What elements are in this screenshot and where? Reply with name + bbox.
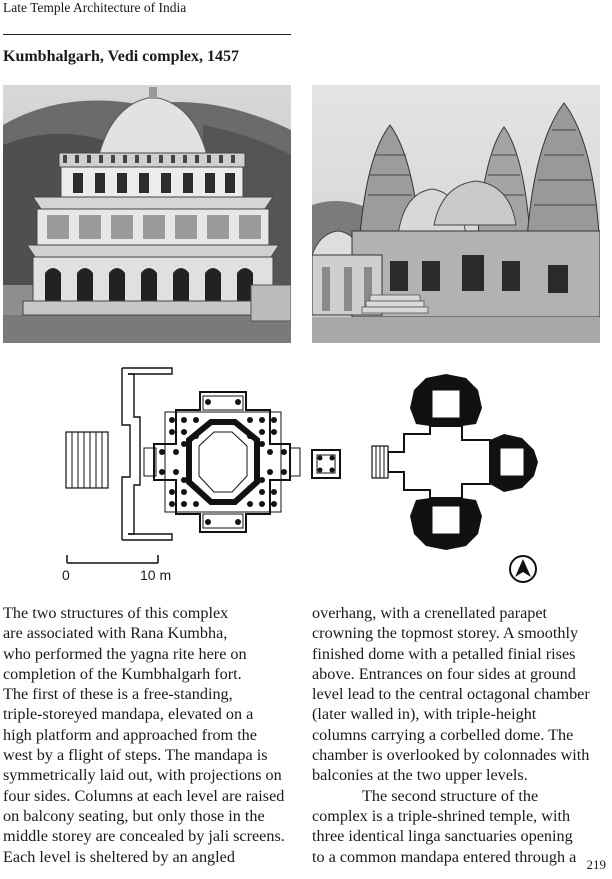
text-line: The two structures of this complex: [3, 604, 229, 622]
text-line: triple-storeyed mandapa, elevated on a: [3, 705, 254, 724]
text-line: middle storey are concealed by jali screens.: [3, 827, 285, 846]
text-line: complex is a triple-shrined temple, with: [312, 806, 571, 825]
text-line: The second structure of the: [362, 786, 539, 805]
running-head: Late Temple Architecture of India: [3, 0, 187, 15]
text-line: symmetrically laid out, with projections on: [3, 766, 282, 785]
section-title: Kumbhalgarh, Vedi complex, 1457: [3, 48, 240, 65]
scale-label-end: 10 m: [140, 567, 172, 583]
text-line: Each level is sheltered by an angled: [3, 847, 235, 866]
text-line: who performed the yagna rite here on: [3, 644, 247, 663]
text-line: overhang, with a crenellated parapet: [312, 604, 548, 622]
text-line: to a common mandapa entered through a: [312, 847, 577, 866]
text-line: chamber is overlooked by colonnades with: [312, 746, 590, 765]
temple-photo: [312, 85, 600, 343]
text-line: (later walled in), with triple-height: [312, 705, 537, 724]
page-number: 219: [586, 857, 606, 872]
text-line: above. Entrances on four sides at ground: [312, 664, 576, 683]
text-line: west by a flight of steps. The mandapa is: [3, 746, 268, 765]
text-line: level lead to the central octagonal chamber: [312, 685, 590, 704]
text-line: The first of these is a free-standing,: [3, 685, 233, 704]
text-line: balconies at the two upper levels.: [312, 766, 528, 785]
text-line: four sides. Columns at each level are raised: [3, 786, 285, 805]
text-line: high platform and approached from the: [3, 725, 257, 744]
body-text-right-column: [312, 603, 602, 867]
mandapa-photo: [3, 85, 291, 343]
text-line: on balcony seating, but only those in the: [3, 806, 265, 825]
text-line: columns carrying a corbelled dome. The: [312, 725, 574, 744]
text-line: are associated with Rana Kumbha,: [3, 624, 228, 643]
text-line: crowning the topmost storey. A smoothly: [312, 624, 579, 643]
body-text-left-column: [3, 603, 295, 867]
text-line: completion of the Kumbhalgarh fort.: [3, 664, 242, 683]
scale-label-start: 0: [62, 567, 70, 583]
text-line: finished dome with a petalled finial rises: [312, 644, 576, 663]
plan-drawing: [0, 360, 612, 590]
ground-plans: [0, 360, 612, 590]
text-line: three identical linga sanctuaries opening: [312, 827, 573, 846]
header-rule: [3, 34, 291, 35]
paragraph-start-line: [312, 786, 602, 806]
